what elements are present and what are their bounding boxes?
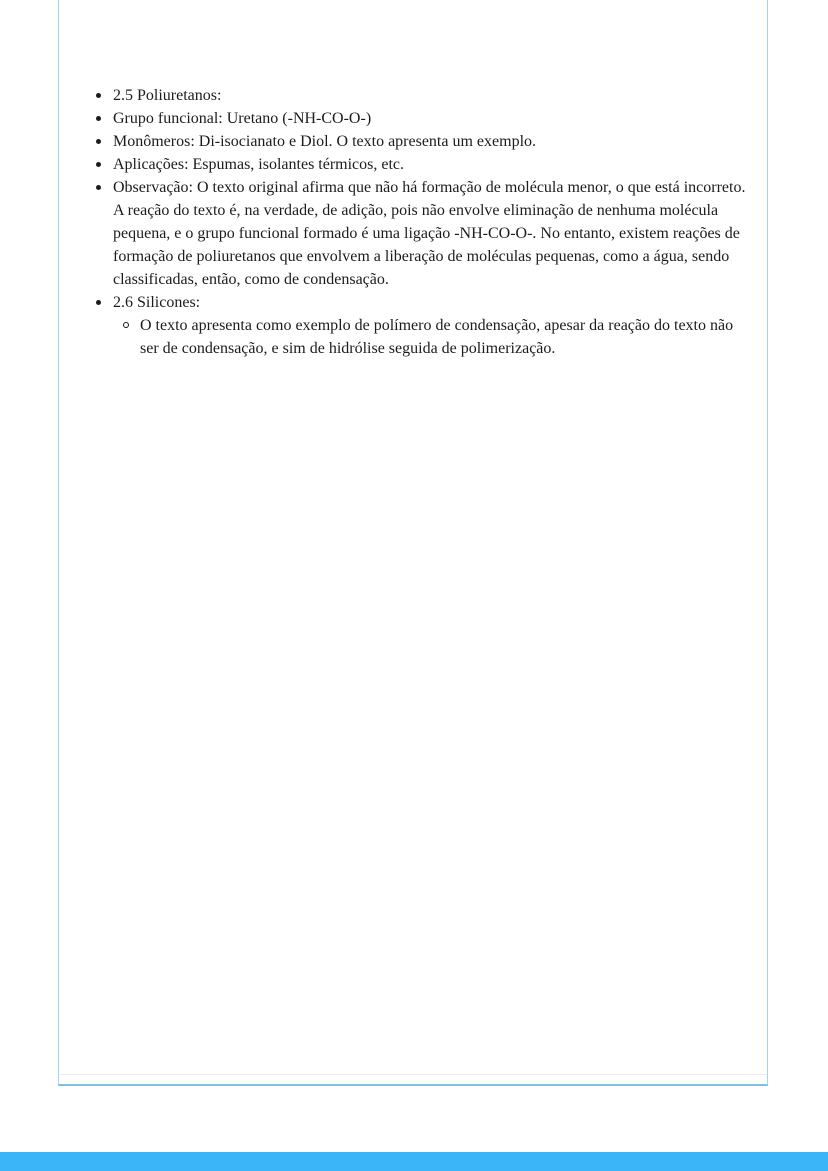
list-item — [123, 314, 750, 360]
bullet-icon — [95, 84, 113, 98]
list-item-text: O texto apresenta como exemplo de polímero de condensação, apesar da reação do texto não ser de condensação, e sim de hidrólise seguida de polimerização. — [140, 317, 734, 357]
list-item-text: Monômeros: Di-isocianato e Diol. O texto apresenta um exemplo. — [113, 133, 537, 150]
footer-divider — [60, 1074, 768, 1075]
list-item — [95, 176, 750, 291]
list-item-text: Observação: O texto original afirma que não há formação de molécula menor, o que está incorreto. A reação do texto é, na verdade, de adição, pois não envolve eliminação de nenhuma molécula pequena, e o grupo funcional formado é uma ligação -NH-CO-O-. No entanto, existem reações de formação de poliuretanos que envolvem a liberação de moléculas pequenas, como a água, sendo classificadas, então, como de condensação. — [113, 179, 746, 288]
list-item-text: Aplicações: Espumas, isolantes térmicos, etc. — [113, 156, 405, 173]
bullet-list — [95, 84, 750, 360]
bullet-icon — [95, 153, 113, 167]
bullet-icon — [95, 107, 113, 121]
list-item — [95, 84, 750, 107]
list-item — [95, 107, 750, 130]
bottom-accent-bar — [0, 1152, 828, 1171]
list-item — [95, 291, 750, 314]
list-item-text: Grupo funcional: Uretano (-NH-CO-O-) — [113, 110, 372, 127]
list-item-text: 2.6 Silicones: — [113, 294, 201, 311]
list-item — [95, 153, 750, 176]
bullet-icon — [95, 291, 113, 305]
sub-bullet-icon — [123, 314, 140, 328]
list-item-text: 2.5 Poliuretanos: — [113, 87, 222, 104]
bullet-icon — [95, 130, 113, 144]
bullet-icon — [95, 176, 113, 190]
list-item — [95, 130, 750, 153]
